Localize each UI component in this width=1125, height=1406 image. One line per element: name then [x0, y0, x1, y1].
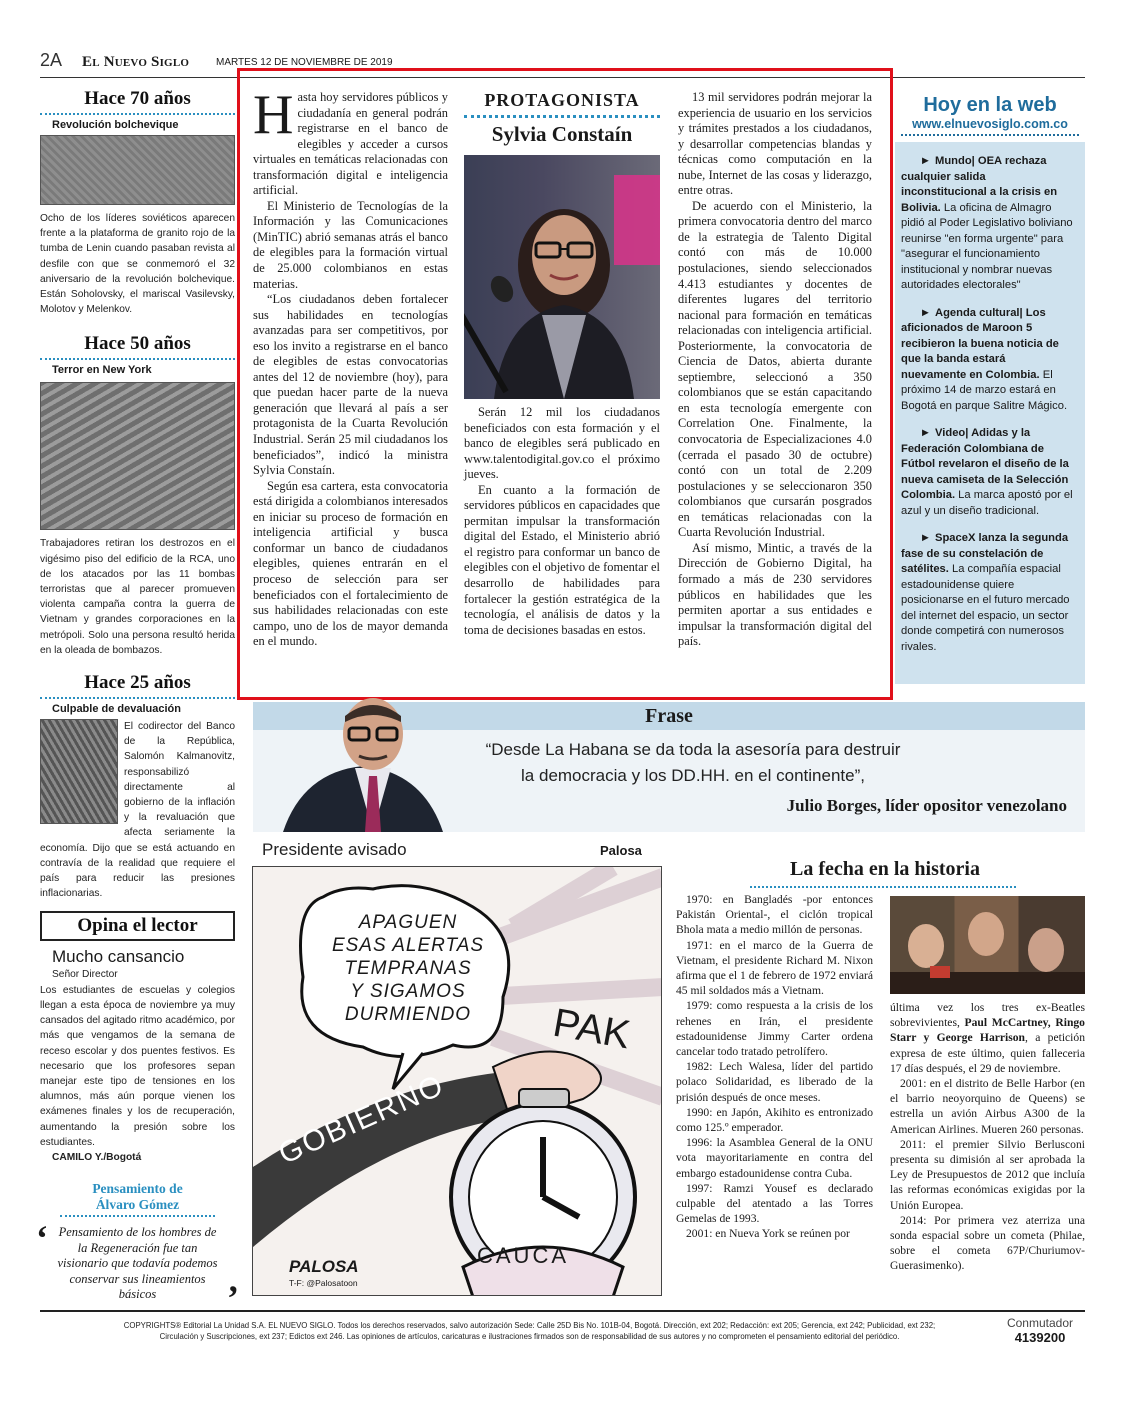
speech-bubble	[313, 911, 503, 1026]
fecha-entry: 2014: Por primera vez aterriza una sonda espacial sobre un cometa (Philae, sobre el cometa 67P/Churiumov-Guerasimenko).	[890, 1213, 1085, 1273]
cartoon-author: Palosa	[600, 843, 642, 858]
divider	[750, 883, 1016, 892]
article-paragraph: En cuanto a la formación de servidores públicos en capacidades que permitan impulsar la transformación digital del Estado, el Ministerio abrió el registro para conformar un banco de elegibles con el objetivo de fomentar el desarrollo de habilidades para fortalecer la gestión estratégica de la tecnología, el análisis de datos y la toma de decisiones basadas en estos.	[464, 482, 660, 637]
fecha-entry: 1979: como respuesta a la crisis de los rehenes en Irán, el presidente estadounidense Jimmy Carter ordena cancelar todo tratado petrolífero.	[676, 999, 873, 1059]
web-item-headline: Agenda cultural| Los aficionados de Maroon 5 recibieron la buena noticia de que la banda estará nuevamente en Colombia.	[901, 306, 1059, 381]
article-paragraph: “Los ciudadanos deben fortalecer sus habilidades en tecnologías avanzadas para ser competitivos, por eso los invito a registrarse en el banco de elegibles de estas convocatorias antes del 12 de noviembre (hoy), para que puedan hacer parte de la nueva generación que llevará al país a ser protagonista de la Cuarta Revolución Industrial. Serán 25 mil ciudadanos los beneficiados”, indicó la ministra Sylvia Constaín.	[253, 292, 448, 478]
bubble-line: DURMIENDO	[344, 1004, 472, 1025]
fecha-entry: 2001: en Nueva York se reúnen por	[686, 1227, 850, 1241]
footer-rule	[40, 1310, 1085, 1312]
section-body: El codirector del Banco de la República, Salomón Kalmanovitz, responsabilizó directamente al gobierno de la inflación y la revaluación que afecta seriamente la economía. Dijo que se está actuando en contravía de la realidad que requiere el país para reducir las presiones inflacionarias.	[40, 721, 235, 900]
web-item-text: El próximo 14 de marzo estará en Bogotá en parque Salitre Mágico.	[901, 368, 1068, 412]
protagonista-label: PROTAGONISTA	[484, 90, 640, 110]
divider	[40, 697, 235, 699]
web-news-item[interactable]	[895, 154, 1085, 294]
issue-date: MARTES 12 DE NOVIEMBRE DE 2019	[216, 57, 393, 68]
close-quote-mark: ’	[227, 1277, 239, 1318]
article-paragraph: Hasta hoy servidores públicos y ciudadanía en general podrán registrarse en el banco de elegibles y acceder a cursos virtuales en temáticas relacionadas con transformación digital e inteligencia artificial.	[253, 84, 448, 198]
opina-section	[40, 911, 235, 1165]
bullet-arrow-icon: ►	[919, 155, 931, 167]
bullet-arrow-icon: ►	[919, 532, 931, 544]
fecha-entry: 1970: en Bangladés -por entonces Pakistán Oriental-, el ciclón tropical Bhola mata a medio millón de personas.	[676, 893, 873, 937]
letter-signature: CAMILO Y./Bogotá	[52, 1151, 142, 1163]
section-title: Opina el lector	[40, 911, 235, 941]
web-header	[895, 90, 1085, 142]
divider	[464, 115, 660, 118]
section-body: Ocho de los líderes soviéticos aparecen frente a la plataforma de granito rojo de la tumba de Lenin cuando pasaban revista al desfile con que se conmemoró el 32 aniversario de la revolución bolchevique. Están Soholovsky, el mariscal Vasilevsky, Molotov y Melenkov.	[40, 213, 235, 316]
cartoon-panel	[252, 866, 662, 1296]
hace-70-section	[40, 88, 235, 317]
fecha-entry: 1982: Lech Walesa, líder del partido polaco Solidaridad, es liberado de la prisión después de once meses.	[676, 1060, 873, 1104]
web-item-text: La oficina de Almagro pidió al Poder Legislativo boliviano reunirse "en forma urgente" para "asegurar el funcionamiento institucional y nombrar nuevas autoridades electorales"	[901, 201, 1073, 291]
bullet-arrow-icon: ►	[919, 427, 931, 439]
section-body: Trabajadores retiran los destrozos en el vigésimo piso del edificio de la RCA, uno de los atacados por las 11 bombas terroristas que al parecer promueven violenta campaña contra la guerra de Vietnam y grandes corporaciones en la metrópoli. Solo una persona resultó herida en la oleada de bombazos.	[40, 538, 235, 656]
article-column-1	[253, 84, 448, 650]
open-quote-mark: ‘	[36, 1218, 48, 1259]
newspaper-name: El Nuevo Siglo	[82, 54, 190, 70]
dropcap: H	[253, 84, 294, 146]
protagonista-name: Sylvia Constaín	[491, 122, 633, 146]
bubble-line: TEMPRANAS	[344, 958, 472, 979]
web-title: Hoy en la web	[923, 94, 1057, 116]
letter-body: Los estudiantes de escuelas y colegios llegan a esta época de noviembre ya muy cansados del agitado ritmo académico, por más que vengamos de la semana de receso escolar y dos puentes festivos. Es necesario que los profesores sepan manejar este tipo de tensiones en los alumnos, más aún porque vienen los exámenes finales y los de recuperación, aumentando la presión sobre los estudiantes.	[40, 984, 235, 1148]
cartoon-title: Presidente avisado	[262, 840, 407, 859]
section-title: Hace 70 años	[84, 88, 191, 109]
bullet-arrow-icon: ►	[919, 306, 931, 319]
section-subtitle: Culpable de devaluación	[52, 703, 181, 716]
web-item-text: La marca apostó por el azul y un diseño tradicional.	[901, 489, 1073, 517]
web-item-text: La compañía espacial estadounidense quiere posicionarse en el futuro mercado del internet del espacio, un sector donde competirá con numerosos rivales.	[901, 563, 1070, 653]
hace-25-section	[40, 672, 235, 901]
fecha-entry: última vez los tres ex-Beatles sobrevivientes, Paul McCartney, Ringo Starr y George Harrison, a petición expresa de este último, quien falleceria 17 días después, el 29 de noviembre.	[890, 1001, 1085, 1075]
cartoonist-signature: PALOSA	[289, 1257, 359, 1276]
fecha-entry: 1990: en Japón, Akihito es entronizado como 125.º emperador.	[676, 1105, 873, 1135]
pensamiento-title-line1: Pensamiento de	[92, 1181, 183, 1197]
conmutador-number: 4139200	[1014, 1330, 1066, 1345]
left-column	[36, 88, 239, 1318]
footer-line-2: Circulación y Suscripciones, ext 237; Edictos ext 246. Las opiniones de artículos, caricaturas e ilustraciones firmados son de responsabilidad de sus autores y no comprometen el pensamiento editorial del periódico.	[159, 1332, 900, 1341]
web-url-link[interactable]: www.elnuevosiglo.com.co	[901, 117, 1079, 136]
quote-line-2: la democracia y los DD.HH. en el continente”,	[521, 766, 865, 785]
pensamiento-title-line2: Álvaro Gómez	[95, 1197, 180, 1213]
article-column-3	[678, 90, 872, 650]
web-news-item[interactable]	[895, 531, 1085, 655]
page-number: 2A	[40, 50, 63, 70]
frase-title: Frase	[645, 705, 693, 727]
base-label: CAUCA	[477, 1243, 570, 1268]
divider	[40, 113, 235, 115]
bubble-line: APAGUEN	[358, 912, 458, 933]
hace-50-section	[40, 333, 235, 658]
article-paragraph: De acuerdo con el Ministerio, la primera convocatoria dentro del marco de la estrategia de Talento Digital contó con más de 10.000 postulaciones, siendo seleccionados 4.413 estudiantes y docentes de diferentes lugares del territorio nacional para formación en temáticas relacionadas con inteligencia artificial. Posteriormente, la convocatoria de Ciencia de Datos, abierta durante septiembre, seleccionó a 350 colombianos que se están capacitando en esta tecnología emergente con Correlation One. Finalmente, la convocatoria de Especializaciones 4.0 (cerrada el pasado 30 de octubre) contó con un total de 2.209 postulaciones y se seleccionaron 350 colombianos que cursarán posgrados en temáticas relacionadas con la Cuarta Revolución Industrial.	[678, 198, 872, 540]
letter-title: Mucho cansancio	[52, 947, 185, 967]
web-news-item[interactable]	[895, 306, 1085, 415]
pensamiento-quote: Pensamiento de los hombres de la Regeneración fue tan visionario que todavía podemos conservar sus lineamientos básicos	[57, 1225, 218, 1302]
photo-sylvia-constain	[464, 155, 660, 399]
fecha-entry: 1996: la Asamblea General de la ONU vota mayoritariamente en contra del embargo estadounidense contra Cuba.	[676, 1136, 873, 1180]
conmutador	[1000, 1316, 1080, 1345]
fecha-entry: 1971: en el marco de la Guerra de Vietnam, el presidente Richard M. Nixon afirma que el 1 de febrero de 1972 enviará 45 mil soldados más a Vietnam.	[676, 938, 873, 998]
photo-soviet-leaders	[40, 135, 235, 205]
article-paragraph: 13 mil servidores podrán mejorar la experiencia de usuario en los servicios y trámites prestados a los ciudadanos, y desarrollar competencias blandas y técnicas como computación en la nube, Internet de las cosas y liderazgo, entre otras.	[678, 90, 872, 198]
quote-line-1: “Desde La Habana se da toda la asesoría para destruir	[485, 740, 901, 759]
fecha-entry: 1997: Ramzi Yousef es declarado culpable del atentado a las Torres Gemelas de 1993.	[676, 1181, 873, 1226]
fecha-entry: 2011: el premier Silvio Berlusconi presenta su dimisión al ser aprobada la Ley de Presupuestos de 2012 que incluía las reformas económicas exigidas por la Unión Europea.	[890, 1137, 1085, 1212]
web-item-headline: Video| Adidas y la Federación Colombiana de Fútbol revelaron el diseño de la nueva camiseta de la Selección Colombia.	[901, 427, 1069, 501]
conmutador-label: Conmutador	[1006, 1316, 1074, 1330]
protagonista-box	[464, 90, 660, 638]
divider	[40, 358, 235, 360]
photo-ex-beatles	[890, 896, 1085, 994]
arm-label: GOBIERNO	[273, 1068, 450, 1171]
article-paragraph: El Ministerio de Tecnologías de la Información y las Comunicaciones (MinTIC) abrió semanas atrás el banco de elegibles para la formación virtual de 25.000 colombianos en estas materias.	[253, 198, 448, 291]
photo-kalmanovitz	[40, 719, 118, 824]
hoy-en-la-web-box	[895, 90, 1085, 684]
article-paragraph: Serán 12 mil los ciudadanos beneficiados con esta formación y el banco de elegibles será publicado en www.talentodigital.gov.co el próximo jueves.	[464, 405, 660, 482]
letter-salutation: Señor Director	[52, 969, 118, 981]
section-title: Hace 50 años	[84, 333, 191, 355]
fecha-entry: 2001: en el distrito de Belle Harbor (en el barrio neoyorquino de Queens) se estrella un avión Airbus A300 de la American Airlines. Mueren 260 personas.	[890, 1077, 1085, 1136]
fecha-title: La fecha en la historia	[790, 858, 980, 880]
section-title: Hace 25 años	[84, 672, 191, 694]
photo-rca-building	[40, 382, 235, 530]
article-paragraph: Así mismo, Mintic, a través de la Dirección de Gobierno Digital, ha formado a más de 230 servidores públicos en habilidades que les permiten aportar a sus entidades e impulsar la transformación digital del país.	[678, 540, 872, 649]
section-subtitle: Revolución bolchevique	[52, 119, 179, 131]
footer-copyright	[62, 1320, 997, 1342]
divider	[60, 1215, 215, 1217]
frase-box	[253, 702, 1085, 832]
fecha-column-1	[676, 892, 873, 1242]
web-item-headline: SpaceX lanza la segunda fase de su constelación de satélites.	[901, 532, 1069, 575]
fecha-column-2	[890, 1000, 1085, 1274]
footer-line-1: COPYRIGHTS® Editorial La Unidad S.A. EL NUEVO SIGLO. Todos los derechos reservados, salvo autorización Sede: Calle 25D Bis No. 101B-04, Bogotá. Dirección, ext 202; Redacción: ext 205; Gerencia, ext 242; Publicidad, ext 232;	[123, 1321, 936, 1330]
pensamiento-section	[36, 1181, 239, 1318]
section-subtitle: Terror en New York	[52, 364, 152, 377]
article-paragraph: Según esa cartera, esta convocatoria está dirigida a colombianos interesados en iniciar su proceso de formación en inteligencia artificial y busca conformar un banco de ciudadanos elegibles, quienes entrarán en el proceso de selección para ser beneficiados con el fortalecimiento de sus habilidades relacionadas con este campo, uno de los de mayor demanda en el mundo.	[253, 478, 448, 649]
web-news-item[interactable]	[895, 426, 1085, 519]
portrait-illustration	[464, 155, 660, 399]
web-item-headline: Mundo| OEA rechaza cualquier salida inconstitucional a la crisis en Bolivia.	[901, 155, 1058, 214]
cartoon-credit: T-F: @Palosatoon	[289, 1278, 358, 1288]
sound-effect: PAK	[549, 1000, 634, 1058]
bubble-line: ESAS ALERTAS	[331, 935, 485, 956]
quote-author: Julio Borges, líder opositor venezolano	[786, 796, 1067, 815]
bubble-line: Y SIGAMOS	[350, 981, 466, 1002]
photo-julio-borges	[273, 692, 473, 832]
